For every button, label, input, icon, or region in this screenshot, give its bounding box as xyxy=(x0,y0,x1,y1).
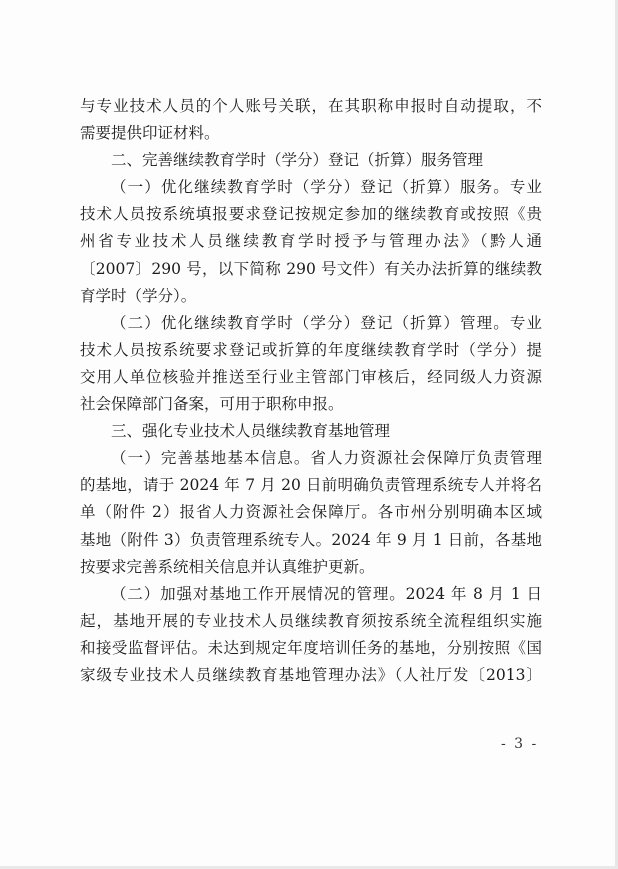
page-number: - 3 - xyxy=(501,736,539,752)
paragraph-line: 单（附件 2）报省人力资源社会保障厅。各市州分别明确本区域 xyxy=(80,503,542,522)
paragraph-line: 交用人单位核验并推送至行业主管部门审核后，经同级人力资源 xyxy=(80,367,542,386)
paragraph-line: 需要提供印证材料。 xyxy=(80,124,220,143)
paragraph-line: （一）完善基地基本信息。省人力资源社会保障厅负责管理 xyxy=(111,449,542,468)
section-heading: 二、完善继续教育学时（学分）登记（折算）服务管理 xyxy=(111,151,484,170)
section-heading: 三、强化专业技术人员继续教育基地管理 xyxy=(111,422,391,441)
paragraph-line: （二）优化继续教育学时（学分）登记（折算）管理。专业 xyxy=(111,313,542,332)
body-text xyxy=(80,93,542,689)
paragraph-line: 基地（附件 3）负责管理系统专人。2024 年 9 月 1 日前，各基地 xyxy=(80,530,542,549)
paragraph-line: 州省专业技术人员继续教育学时授予与管理办法》（黔人通 xyxy=(80,232,542,251)
paragraph-line: 按要求完善系统相关信息并认真维护更新。 xyxy=(80,557,375,576)
paragraph-line: （一）优化继续教育学时（学分）登记（折算）服务。专业 xyxy=(111,178,542,197)
paragraph-line: （二）加强对基地工作开展情况的管理。2024 年 8 月 1 日 xyxy=(111,584,542,603)
paragraph-line: 家级专业技术人员继续教育基地管理办法》（人社厅发〔2013〕 xyxy=(80,665,542,684)
paragraph-line: 与专业技术人员的个人账号关联，在其职称申报时自动提取，不 xyxy=(80,97,542,115)
paragraph-line: 社会保障部门备案，可用于职称申报。 xyxy=(80,395,344,414)
paragraph-line: 〔2007〕290 号，以下简称 290 号文件）有关办法折算的继续教 xyxy=(80,259,542,278)
paragraph-line: 和接受监督评估。未达到规定年度培训任务的基地，分别按照《国 xyxy=(80,638,542,657)
paragraph-line: 的基地，请于 2024 年 7 月 20 日前明确负责管理系统专人并将名 xyxy=(80,476,542,495)
paragraph-line: 起，基地开展的专业技术人员继续教育须按系统全流程组织实施 xyxy=(80,611,542,630)
paragraph-line: 技术人员按系统要求登记或折算的年度继续教育学时（学分）提 xyxy=(80,340,542,359)
paragraph-line: 育学时（学分）。 xyxy=(80,286,197,305)
paragraph-line: 技术人员按系统填报要求登记按规定参加的继续教育或按照《贵 xyxy=(80,205,542,224)
